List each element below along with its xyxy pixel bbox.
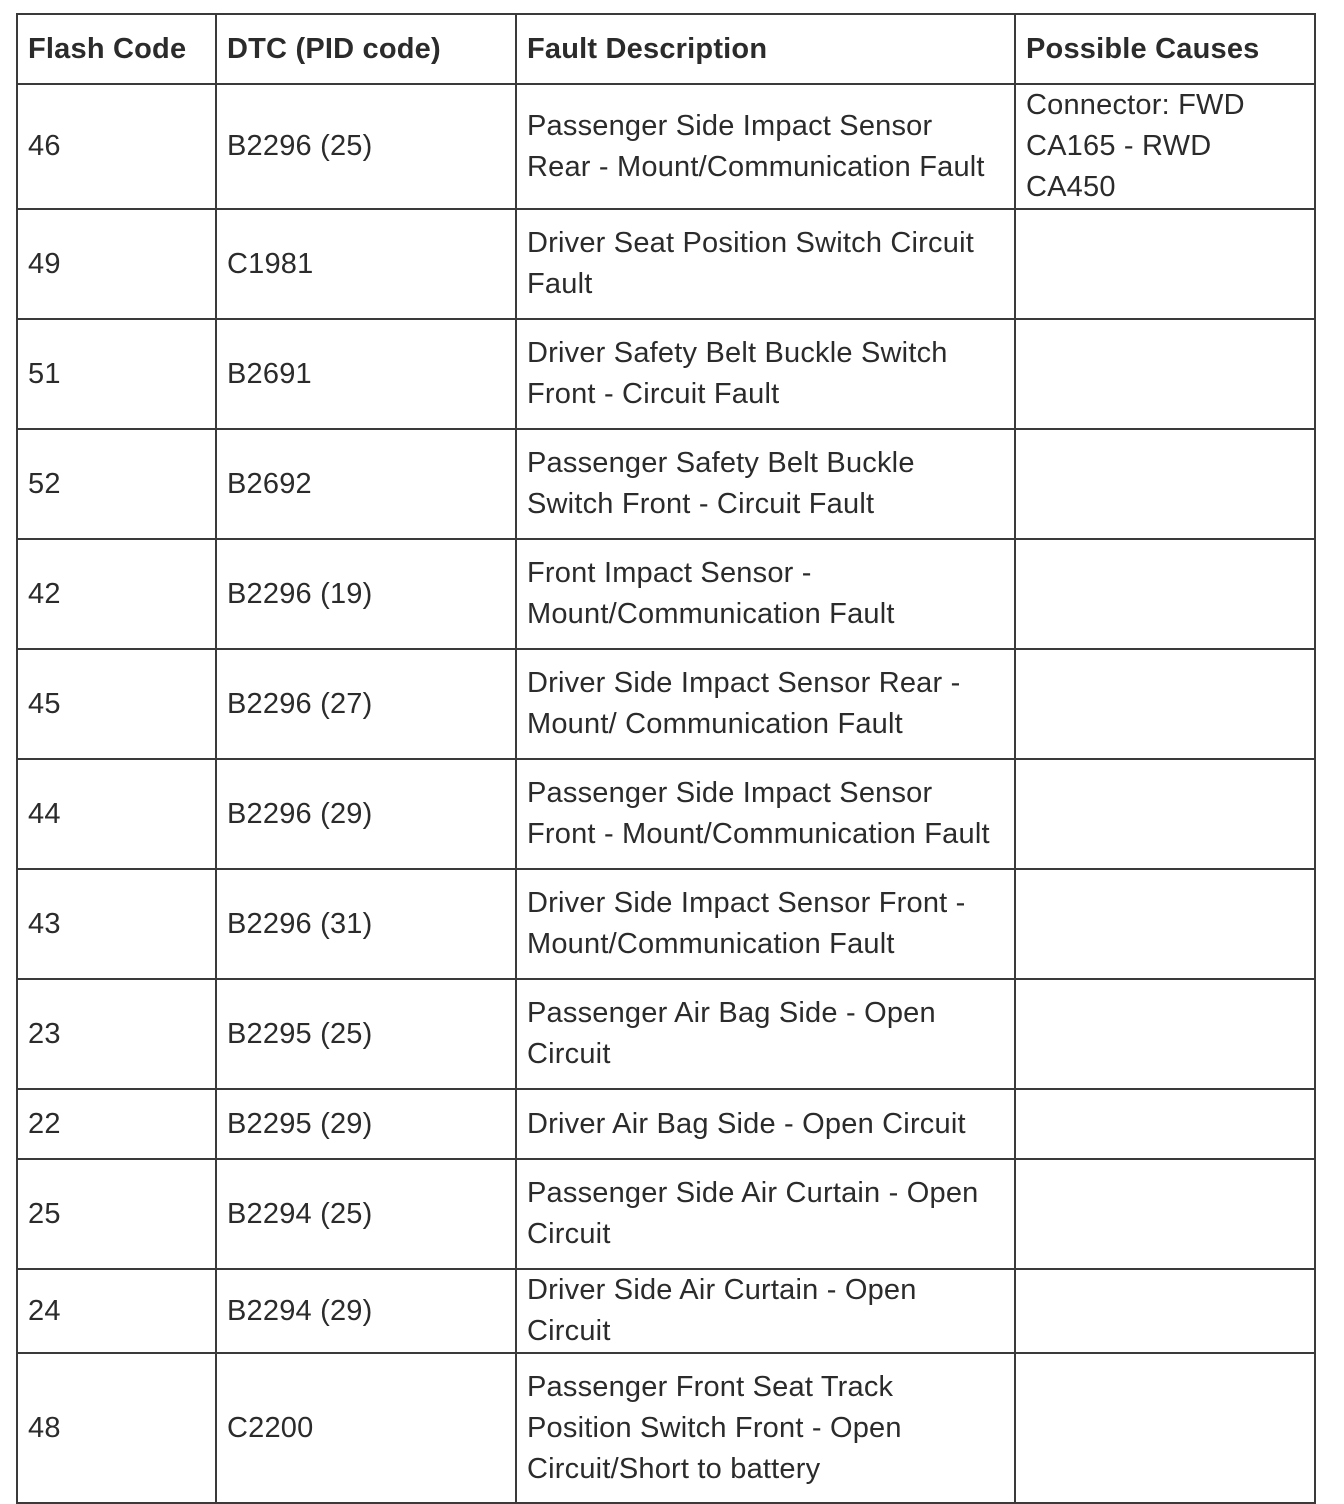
dtc-table xyxy=(16,13,1316,1504)
flash-code-cell: 43 xyxy=(17,869,216,979)
table-row xyxy=(17,649,1315,759)
flash-code-cell: 42 xyxy=(17,539,216,649)
dtc-cell: B2294 (25) xyxy=(216,1159,516,1269)
dtc-cell: B2296 (25) xyxy=(216,84,516,209)
possible-causes-cell xyxy=(1015,759,1315,869)
flash-code-cell: 44 xyxy=(17,759,216,869)
fault-description-cell: Driver Side Impact Sensor Front - Mount/Communication Fault xyxy=(516,869,1015,979)
dtc-cell: B2296 (19) xyxy=(216,539,516,649)
table-row xyxy=(17,869,1315,979)
table-row xyxy=(17,84,1315,209)
possible-causes-cell xyxy=(1015,319,1315,429)
dtc-cell: B2295 (29) xyxy=(216,1089,516,1159)
flash-code-cell: 48 xyxy=(17,1353,216,1503)
fault-description-cell: Driver Safety Belt Buckle Switch Front - Circuit Fault xyxy=(516,319,1015,429)
table-row xyxy=(17,429,1315,539)
flash-code-cell: 23 xyxy=(17,979,216,1089)
table-header-row xyxy=(17,14,1315,84)
table-row xyxy=(17,209,1315,319)
possible-causes-cell xyxy=(1015,209,1315,319)
fault-description-cell: Passenger Side Impact Sensor Front - Mount/Communication Fault xyxy=(516,759,1015,869)
dtc-cell: B2296 (31) xyxy=(216,869,516,979)
possible-causes-cell xyxy=(1015,539,1315,649)
table-row xyxy=(17,319,1315,429)
dtc-cell: B2691 xyxy=(216,319,516,429)
header-possible-causes: Possible Causes xyxy=(1015,14,1315,84)
flash-code-cell: 46 xyxy=(17,84,216,209)
possible-causes-cell xyxy=(1015,1159,1315,1269)
possible-causes-cell xyxy=(1015,429,1315,539)
possible-causes-cell xyxy=(1015,869,1315,979)
fault-description-cell: Passenger Front Seat Track Position Switch Front - Open Circuit/Short to battery xyxy=(516,1353,1015,1503)
header-fault-description: Fault Description xyxy=(516,14,1015,84)
possible-causes-cell xyxy=(1015,649,1315,759)
dtc-cell: B2692 xyxy=(216,429,516,539)
table-row xyxy=(17,979,1315,1089)
fault-description-cell: Driver Air Bag Side - Open Circuit xyxy=(516,1089,1015,1159)
header-flash-code: Flash Code xyxy=(17,14,216,84)
flash-code-cell: 45 xyxy=(17,649,216,759)
header-dtc-pid-code: DTC (PID code) xyxy=(216,14,516,84)
dtc-cell: B2295 (25) xyxy=(216,979,516,1089)
possible-causes-cell xyxy=(1015,979,1315,1089)
fault-description-cell: Passenger Air Bag Side - Open Circuit xyxy=(516,979,1015,1089)
flash-code-cell: 22 xyxy=(17,1089,216,1159)
dtc-cell: C2200 xyxy=(216,1353,516,1503)
table-row xyxy=(17,1089,1315,1159)
table-row xyxy=(17,1269,1315,1353)
table-row xyxy=(17,539,1315,649)
flash-code-cell: 52 xyxy=(17,429,216,539)
flash-code-cell: 25 xyxy=(17,1159,216,1269)
table-row xyxy=(17,1159,1315,1269)
fault-description-cell: Driver Side Air Curtain - Open Circuit xyxy=(516,1269,1015,1353)
fault-description-cell: Driver Seat Position Switch Circuit Fault xyxy=(516,209,1015,319)
possible-causes-cell xyxy=(1015,1089,1315,1159)
flash-code-cell: 49 xyxy=(17,209,216,319)
fault-description-cell: Front Impact Sensor - Mount/Communication Fault xyxy=(516,539,1015,649)
table-row xyxy=(17,1353,1315,1503)
fault-description-cell: Passenger Safety Belt Buckle Switch Front - Circuit Fault xyxy=(516,429,1015,539)
dtc-cell: C1981 xyxy=(216,209,516,319)
flash-code-cell: 24 xyxy=(17,1269,216,1353)
table-row xyxy=(17,759,1315,869)
dtc-cell: B2296 (29) xyxy=(216,759,516,869)
fault-description-cell: Driver Side Impact Sensor Rear - Mount/ Communication Fault xyxy=(516,649,1015,759)
possible-causes-cell xyxy=(1015,1269,1315,1353)
fault-description-cell: Passenger Side Air Curtain - Open Circuit xyxy=(516,1159,1015,1269)
possible-causes-cell xyxy=(1015,1353,1315,1503)
flash-code-cell: 51 xyxy=(17,319,216,429)
dtc-cell: B2296 (27) xyxy=(216,649,516,759)
possible-causes-cell: Connector: FWD CA165 - RWD CA450 xyxy=(1015,84,1315,209)
fault-description-cell: Passenger Side Impact Sensor Rear - Mount/Communication Fault xyxy=(516,84,1015,209)
dtc-cell: B2294 (29) xyxy=(216,1269,516,1353)
